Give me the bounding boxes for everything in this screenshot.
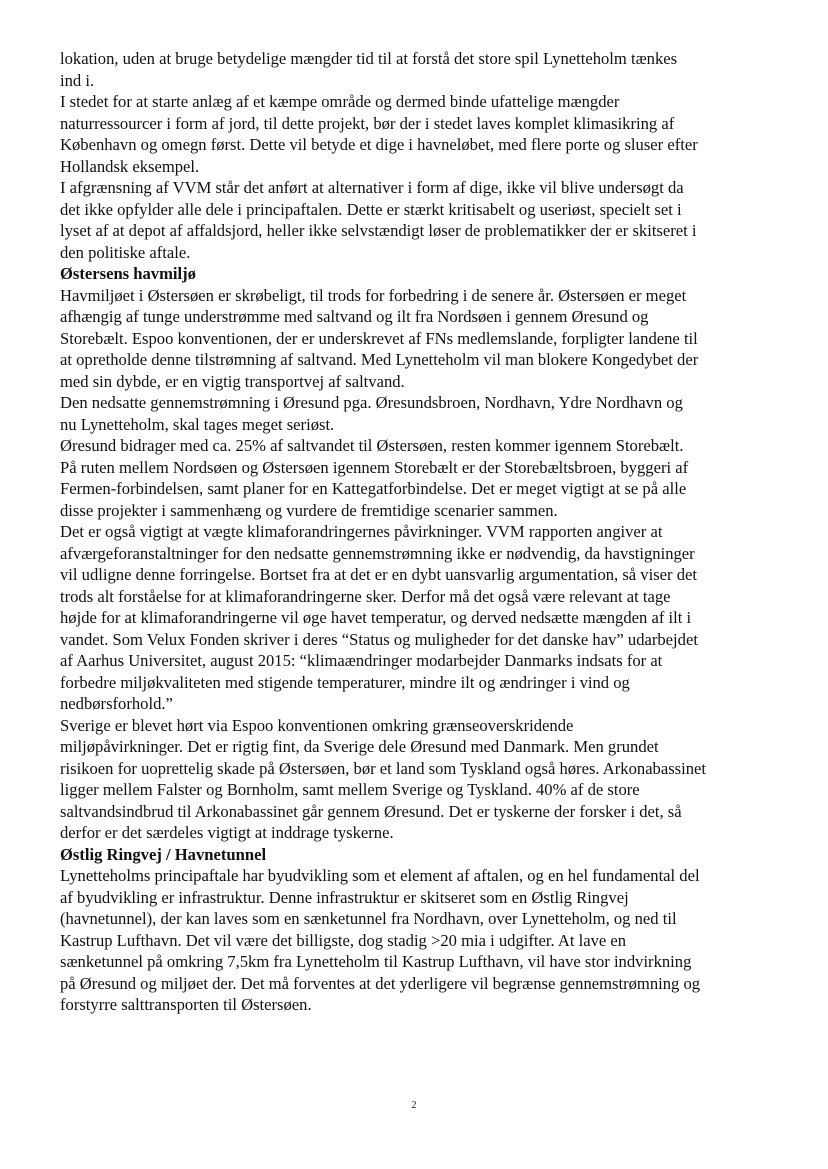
section-heading-ostersoen: Østersens havmiljø	[60, 264, 196, 283]
text-line: nedbørsforhold.”	[60, 694, 173, 713]
text-line: Sverige er blevet hørt via Espoo konventionen omkring grænseoverskridende	[60, 715, 574, 735]
paragraph-1	[60, 48, 786, 91]
paragraph-3	[60, 177, 786, 263]
text-line: I afgrænsning af VVM står det anført at alternativer i form af dige, ikke vil blive undersøgt da	[60, 178, 684, 197]
paragraph-7	[60, 521, 786, 715]
text-line: af Aarhus Universitet, august 2015: “klimaændringer modarbejder Danmarks indsats for at	[60, 651, 663, 670]
text-line: derfor er det særdeles vigtigt at inddrage tyskerne.	[60, 823, 394, 842]
text-line: forbedre miljøkvaliteten med stigende temperaturer, mindre ilt og ændringer i vind og	[60, 672, 630, 692]
text-line: Storebælt. Espoo konventionen, der er underskrevet af FNs medlemslande, forpligter landene til	[60, 328, 698, 348]
paragraph-5	[60, 392, 786, 435]
text-line: på Øresund og miljøet der. Det må forventes at det yderligere vil begrænse gennemstrømning og	[60, 973, 701, 993]
paragraph-8	[60, 715, 786, 844]
text-line: ind i.	[60, 70, 95, 90]
paragraph-4	[60, 285, 786, 393]
text-line: lyset af at depot af affaldsjord, heller ikke selvstændigt løser de problematikker der er skitseret i	[60, 221, 697, 240]
paragraph-9	[60, 865, 786, 1016]
text-line: (havnetunnel), der kan laves som en sænketunnel fra Nordhavn, over Lynetteholm, og ned til	[60, 909, 677, 928]
text-line: Havmiljøet i Østersøen er skrøbeligt, til trods for forbedring i de senere år. Østersøen er meget	[60, 285, 687, 305]
text-line: ligger mellem Falster og Bornholm, samt mellem Sverige og Tyskland. 40% af de store	[60, 780, 640, 799]
text-line: trods alt forståelse for at klimaforandringerne sker. Derfor må det også være relevant at tage	[60, 586, 671, 606]
text-line: at opretholde denne tilstrømning af saltvand. Med Lynetteholm vil man blokere Kongedybet der	[60, 350, 699, 369]
text-line: På ruten mellem Nordsøen og Østersøen igennem Storebælt er der Storebæltsbroen, byggeri af	[60, 457, 689, 477]
text-line: Det er også vigtigt at vægte klimaforandringernes påvirkninger. VVM rapporten angiver at	[60, 522, 663, 541]
text-line: nu Lynetteholm, skal tages meget seriøst.	[60, 414, 335, 434]
text-line: vil udligne denne forringelse. Bortset fra at det er en dybt uansvarlig argumentation, så viser det	[60, 565, 697, 584]
text-line: Fermen-forbindelsen, samt planer for en Kattegatforbindelse. Det er meget vigtigt at se på alle	[60, 479, 687, 498]
text-line: naturressourcer i form af jord, til dette projekt, bør der i stedet laves komplet klimasikring af	[60, 113, 675, 133]
text-line: forstyrre salttransporten til Østersøen.	[60, 995, 312, 1014]
text-line: sænketunnel på omkring 7,5km fra Lynetteholm til Kastrup Lufthavn, vil have stor indvirkning	[60, 952, 692, 971]
text-line: Kastrup Lufthavn. Det vil være det billigste, dog stadig >20 mia i udgifter. At lave en	[60, 930, 627, 950]
page-number: 2	[411, 1100, 417, 1111]
document-body	[60, 48, 786, 1016]
paragraph-6	[60, 435, 786, 521]
text-line: København og omegn først. Dette vil betyde et dige i havneløbet, med flere porte og sluser efter	[60, 135, 698, 154]
text-line: det ikke opfylder alle dele i principaftalen. Dette er stærkt kritisabelt og useriøst, specielt set i	[60, 199, 682, 219]
text-line: af byudvikling er infrastruktur. Denne infrastruktur er skitseret som en Østlig Ringvej	[60, 887, 629, 907]
text-line: saltvandsindbrud til Arkonabassinet går gennem Øresund. Det er tyskerne der forsker i det, så	[60, 801, 682, 821]
text-line: miljøpåvirkninger. Det er rigtig fint, da Sverige dele Øresund med Danmark. Men grundet	[60, 737, 659, 756]
text-line: afhængig af tunge understrømme med saltvand og ilt fra Nordsøen i gennem Øresund og	[60, 307, 649, 326]
text-line: den politiske aftale.	[60, 242, 191, 262]
paragraph-2	[60, 91, 786, 177]
text-line: Den nedsatte gennemstrømning i Øresund pga. Øresundsbroen, Nordhavn, Ydre Nordhavn og	[60, 393, 683, 412]
text-line: lokation, uden at bruge betydelige mængder tid til at forstå det store spil Lynetteholm tænkes	[60, 49, 678, 68]
text-line: vandet. Som Velux Fonden skriver i deres “Status og muligheder for det danske hav” udarbejdet	[60, 629, 698, 649]
text-line: Hollandsk eksempel.	[60, 156, 200, 176]
text-line: I stedet for at starte anlæg af et kæmpe område og dermed binde ufattelige mængder	[60, 92, 620, 111]
text-line: afværgeforanstaltninger for den nedsatte gennemstrømning ikke er nødvendig, da havstigninger	[60, 543, 695, 563]
text-line: Øresund bidrager med ca. 25% af saltvandet til Østersøen, resten kommer igennem Storebælt.	[60, 436, 684, 455]
text-line: disse projekter i sammenhæng og vurdere de fremtidige scenarier sammen.	[60, 500, 558, 520]
text-line: Lynetteholms principaftale har byudvikling som et element af aftalen, og en hel fundamental del	[60, 866, 700, 885]
text-line: med sin dybde, er en vigtig transportvej af saltvand.	[60, 371, 405, 391]
text-line: højde for at klimaforandringerne vil øge havet temperatur, og derved nedsætte mængden af ilt i	[60, 608, 692, 627]
text-line: risikoen for uoprettelig skade på Østersøen, bør et land som Tyskland også høres. Arkonabassinet	[60, 758, 707, 778]
section-heading-ringvej: Østlig Ringvej / Havnetunnel	[60, 844, 267, 864]
